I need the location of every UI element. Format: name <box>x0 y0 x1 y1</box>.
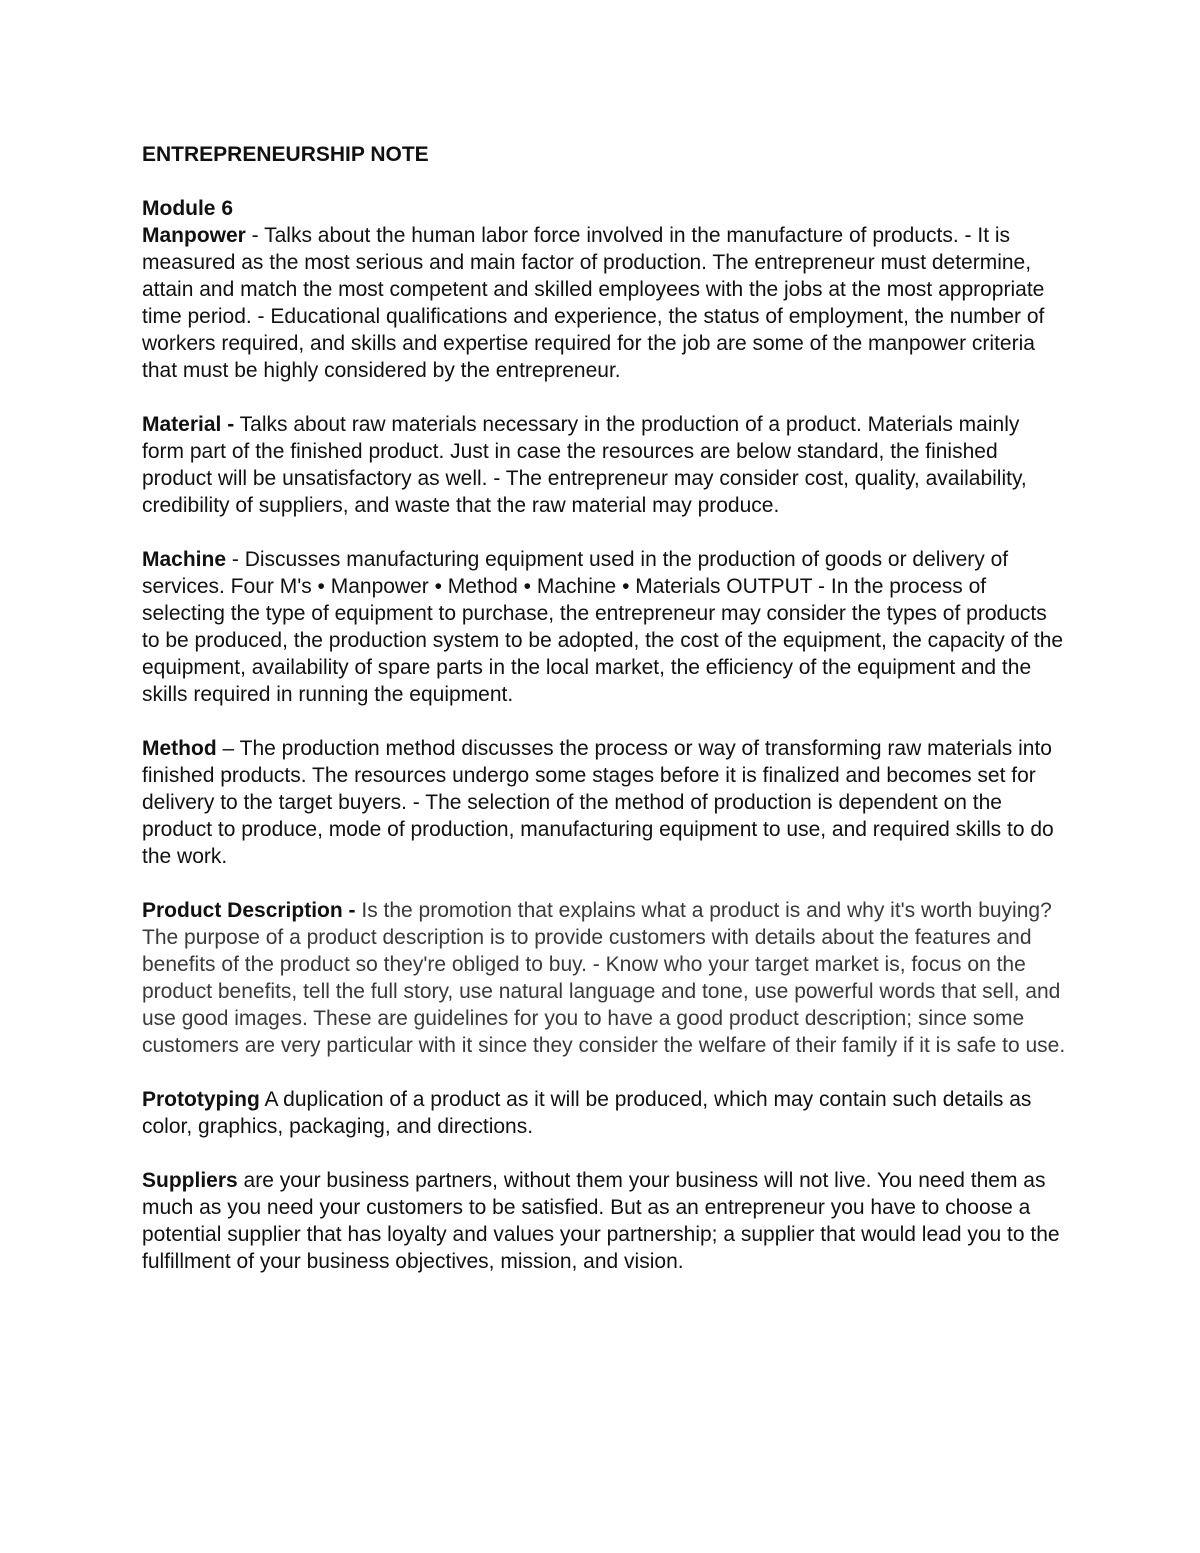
term-machine: Machine <box>142 548 227 571</box>
section-method <box>142 735 1067 870</box>
term-material: Material - <box>142 413 235 436</box>
term-method: Method <box>142 737 217 760</box>
definition-prototyping: A duplication of a product as it will be produced, which may contain such details as color, graphics, packaging, and directions. <box>142 1088 1032 1138</box>
document-title: ENTREPRENEURSHIP NOTE <box>142 143 429 166</box>
definition-material: Talks about raw materials necessary in the production of a product. Materials mainly form part of the finished product. Just in case the resources are below standard, the finished product will be unsatisfactory as well. - The entrepreneur may consider cost, quality, availability, credibility of suppliers, and waste that the raw material may produce. <box>142 413 1027 517</box>
definition-manpower: - Talks about the human labor force involved in the manufacture of products. - It is measured as the most serious and main factor of production. The entrepreneur must determine, attain and match the most competent and skilled employees with the jobs at the most appropriate time period. - Educational qualifications and experience, the status of employment, the number of workers required, and skills and expertise required for the job are some of the manpower criteria that must be highly considered by the entrepreneur. <box>142 224 1045 382</box>
section-product-description <box>142 897 1067 1059</box>
definition-machine: - Discusses manufacturing equipment used in the production of goods or delivery of services. Four M's • Manpower • Method • Machine • Materials OUTPUT - In the process of selecting the type of equipment to purchase, the entrepreneur may consider the types of products to be produced, the production system to be adopted, the cost of the equipment, the capacity of the equipment, availability of spare parts in the local market, the efficiency of the equipment and the skills required in running the equipment. <box>142 548 1064 706</box>
section-prototyping <box>142 1086 1067 1140</box>
section-material <box>142 411 1067 519</box>
section-suppliers <box>142 1167 1067 1275</box>
definition-suppliers: are your business partners, without them your business will not live. You need them as much as you need your customers to be satisfied. But as an entrepreneur you have to choose a potential supplier that has loyalty and values your partnership; a supplier that would lead you to the fulfillment of your business objectives, mission, and vision. <box>142 1169 1060 1273</box>
term-product-description: Product Description - <box>142 899 356 922</box>
section-machine <box>142 546 1067 708</box>
definition-product-description: Is the promotion that explains what a product is and why it's worth buying? The purpose of a product description is to provide customers with details about the features and benefits of the product so they're obliged to buy. - Know who your target market is, focus on the product benefits, tell the full story, use natural language and tone, use powerful words that sell, and use good images. These are guidelines for you to have a good product description; since some customers are very particular with it since they consider the welfare of their family if it is safe to use. <box>142 899 1066 1057</box>
module-heading: Module 6 <box>142 197 234 220</box>
term-suppliers: Suppliers <box>142 1169 238 1192</box>
term-manpower: Manpower <box>142 224 246 247</box>
definition-method: – The production method discusses the process or way of transforming raw materials into finished products. The resources undergo some stages before it is finalized and becomes set for delivery to the target buyers. - The selection of the method of production is dependent on the product to produce, mode of production, manufacturing equipment to use, and required skills to do the work. <box>142 737 1054 868</box>
document-body <box>142 141 1067 1302</box>
section-manpower <box>142 222 1067 384</box>
term-prototyping: Prototyping <box>142 1088 260 1111</box>
